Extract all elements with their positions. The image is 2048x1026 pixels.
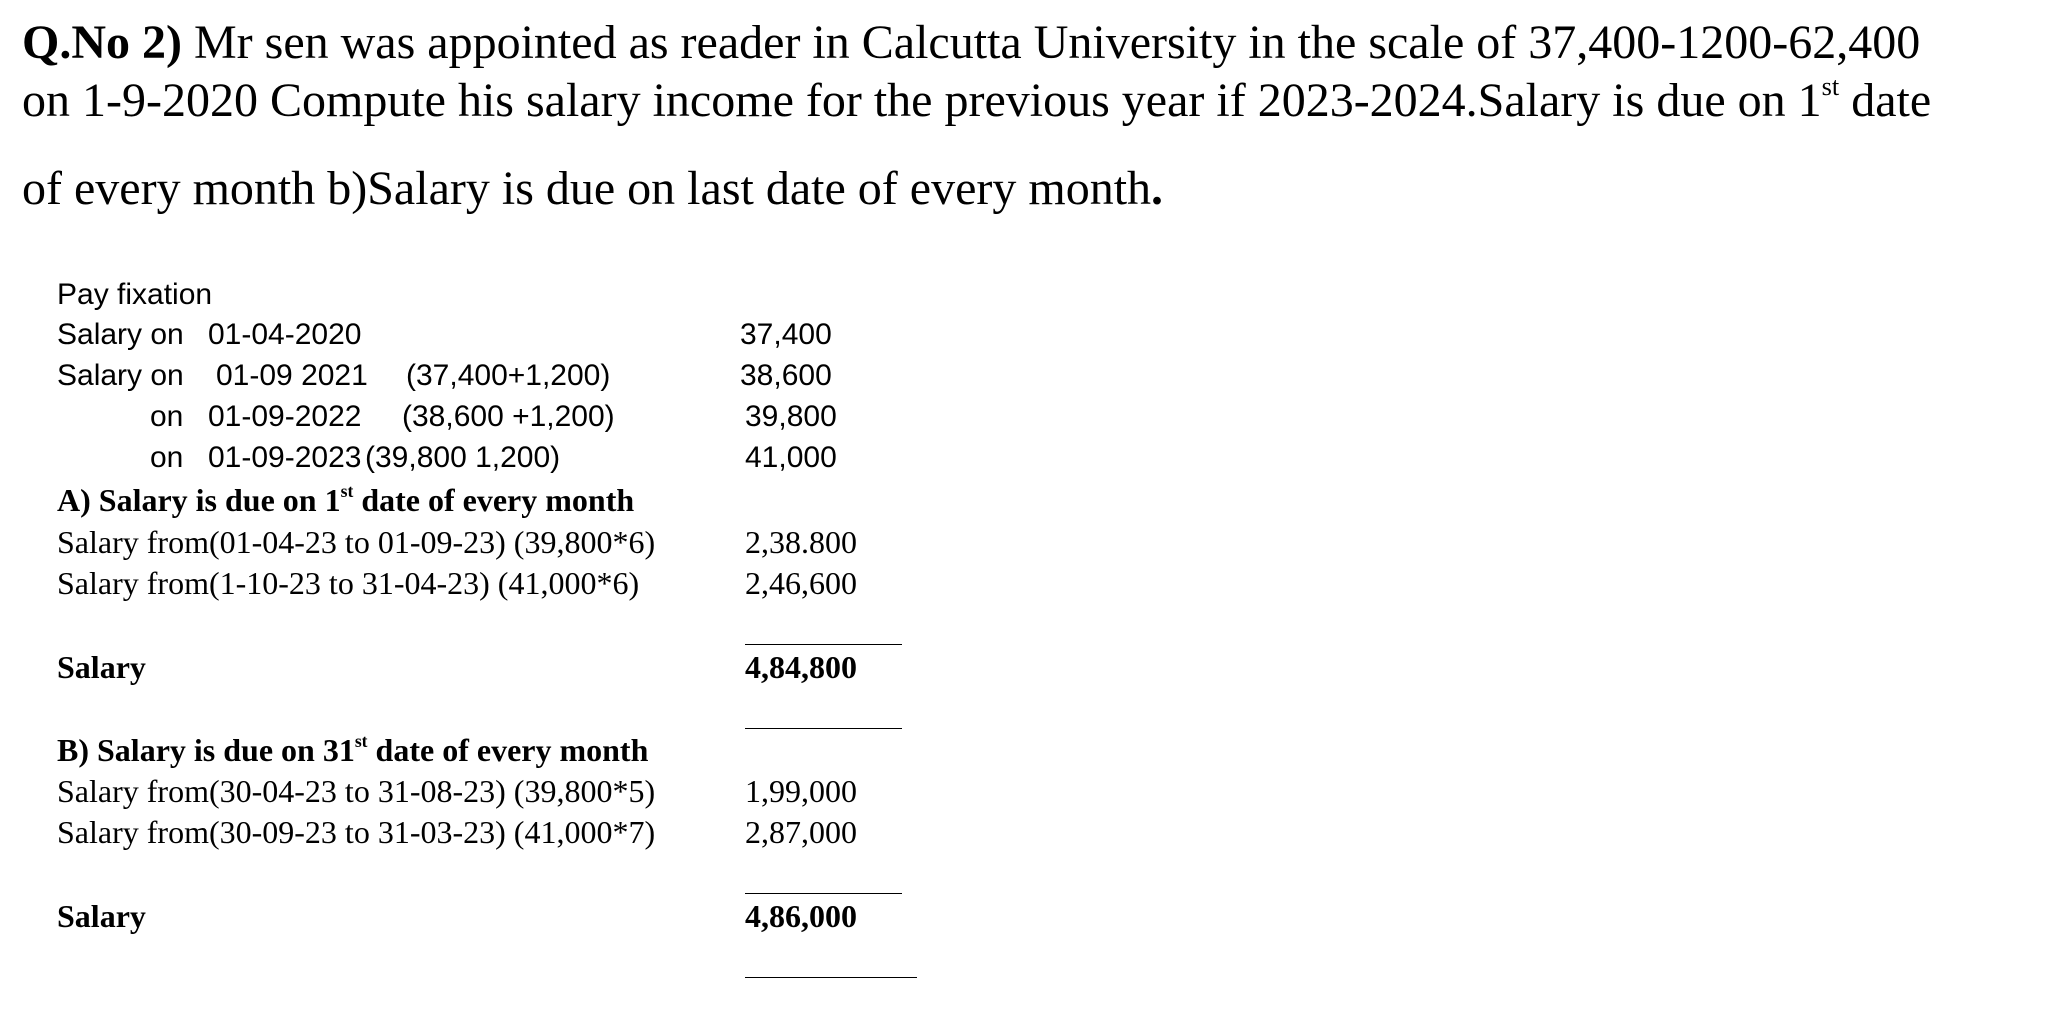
- fixation-row-3-value: 39,800: [745, 400, 837, 433]
- question-line-2: on 1-9-2020 Compute his salary income for the previous year if 2023-2024.Salary is due on 1st date: [22, 70, 1932, 127]
- section-a-heading: A) Salary is due on 1st date of every month: [57, 480, 635, 518]
- fixation-row-4-prefix: on: [150, 441, 184, 474]
- fixation-row-2-value: 38,600: [740, 359, 832, 392]
- section-a-total-rule: [745, 728, 902, 729]
- section-a-subtotal-rule: [745, 644, 902, 645]
- fixation-row-1-date: 01-04-2020: [208, 318, 362, 351]
- question-text: [22, 14, 2032, 218]
- section-b-total-rule: [745, 977, 917, 978]
- section-b-total-label: Salary: [57, 898, 146, 934]
- fixation-row-4-calc: (39,800 1,200): [365, 441, 561, 474]
- fixation-row-4-value: 41,000: [745, 441, 837, 474]
- fixation-row-2-prefix: Salary on: [57, 359, 184, 392]
- section-a-total-value: 4,84,800: [745, 649, 857, 685]
- section-b-row-1-value: 1,99,000: [745, 773, 857, 809]
- fixation-row-3-calc: (38,600 +1,200): [402, 400, 615, 433]
- section-a-row-1-value: 2,38.800: [745, 524, 857, 560]
- fixation-row-3-date: 01-09-2022: [208, 400, 362, 433]
- section-a-row-2-value: 2,46,600: [745, 565, 857, 601]
- section-b-total-value: 4,86,000: [745, 898, 857, 934]
- section-b-heading: B) Salary is due on 31st date of every month: [57, 730, 649, 768]
- section-b-row-2-value: 2,87,000: [745, 814, 857, 850]
- fixation-row-1-prefix: Salary on: [57, 318, 184, 351]
- fixation-row-2-date: 01-09 2021: [216, 359, 368, 392]
- section-a-row-2-label: Salary from(1-10-23 to 31-04-23) (41,000*6): [57, 565, 640, 601]
- section-b-row-1-label: Salary from(30-04-23 to 31-08-23) (39,800*5): [57, 773, 656, 809]
- question-line-3: of every month b)Salary is due on last date of every month.: [22, 162, 1164, 215]
- section-b-row-2-label: Salary from(30-09-23 to 31-03-23) (41,000*7): [57, 814, 656, 850]
- section-a-row-1-label: Salary from(01-04-23 to 01-09-23) (39,800*6): [57, 524, 656, 560]
- fixation-row-2-calc: (37,400+1,200): [406, 359, 611, 392]
- fixation-row-1-value: 37,400: [740, 318, 832, 351]
- question-label: Q.No 2): [22, 16, 182, 69]
- section-b-subtotal-rule: [745, 893, 902, 894]
- pay-fixation-title: Pay fixation: [57, 278, 213, 311]
- section-a-total-label: Salary: [57, 649, 146, 685]
- question-line-1: Q.No 2) Mr sen was appointed as reader in Calcutta University in the scale of 37,400-1200-62,400: [22, 16, 1921, 69]
- fixation-row-4-date: 01-09-2023: [208, 441, 362, 474]
- fixation-row-3-prefix: on: [150, 400, 184, 433]
